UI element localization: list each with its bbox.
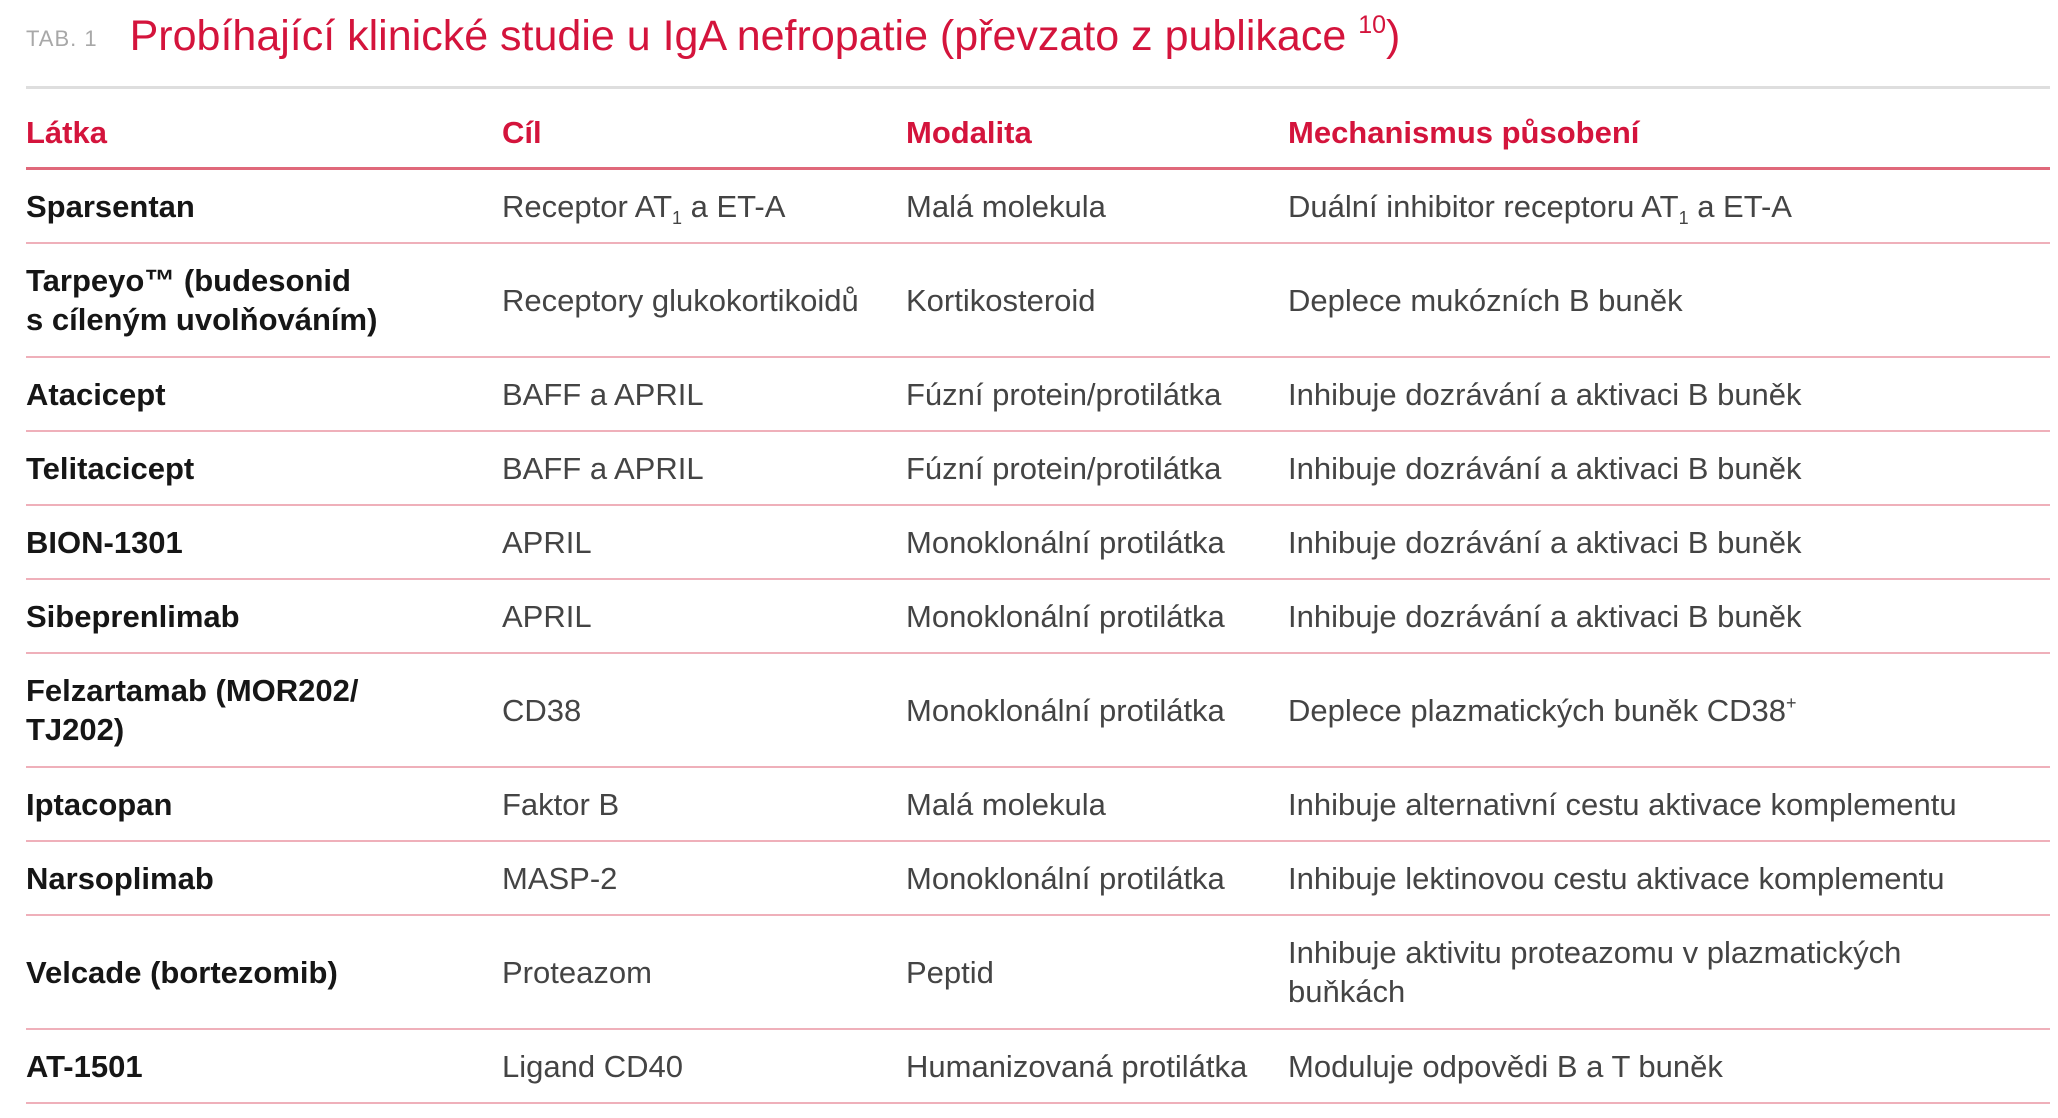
cell-cil (502, 1029, 906, 1103)
cell-latka (26, 841, 502, 915)
cell-modalita-text: Monoklonální protilátka (906, 860, 1225, 896)
cell-mechanismus-text: Inhibuje lektinovou cestu aktivace komplementu (1288, 860, 1945, 896)
studies-table (26, 98, 2050, 1104)
cell-modalita-text: Kortikosteroid (906, 282, 1096, 318)
table-row (26, 505, 2050, 579)
cell-cil-text: APRIL (502, 524, 592, 560)
reference-number: 10 (1358, 11, 1387, 39)
cell-cil-text (502, 187, 906, 226)
cell-cil-text: APRIL (502, 598, 592, 634)
latka-line-1: Tarpeyo™ (budesonid (26, 263, 351, 298)
cell-latka-text (26, 261, 502, 339)
cell-latka (26, 579, 502, 653)
table-row (26, 915, 2050, 1029)
cell-mechanismus-text (1288, 933, 2050, 1011)
cell-cil (502, 579, 906, 653)
cell-mechanismus-text: Inhibuje dozrávání a aktivaci B buněk (1288, 376, 1802, 412)
cell-mechanismus (1288, 357, 2050, 431)
cell-mechanismus-text (1288, 691, 2050, 730)
cell-latka (26, 169, 502, 244)
cell-latka-text: BION-1301 (26, 524, 183, 560)
cell-mechanismus (1288, 169, 2050, 244)
cell-mechanismus (1288, 1029, 2050, 1103)
cell-mechanismus-text: Inhibuje dozrávání a aktivaci B buněk (1288, 598, 1802, 634)
cell-cil-text: MASP-2 (502, 860, 618, 896)
cell-cil (502, 841, 906, 915)
cell-mechanismus-text: Inhibuje dozrávání a aktivaci B buněk (1288, 450, 1802, 486)
mech-line-1: Inhibuje aktivitu proteazomu v plazmatických (1288, 935, 1902, 970)
cell-mechanismus (1288, 431, 2050, 505)
cell-modalita-text: Fúzní protein/protilátka (906, 376, 1222, 412)
cell-mechanismus (1288, 767, 2050, 841)
cell-latka-text: Sparsentan (26, 188, 195, 224)
cell-modalita (906, 841, 1288, 915)
cell-latka (26, 357, 502, 431)
cell-modalita (906, 653, 1288, 767)
caption-divider (26, 86, 2050, 89)
cell-mechanismus-text: Inhibuje alternativní cestu aktivace komplementu (1288, 786, 1957, 822)
table-number: TAB. 1 (26, 26, 98, 51)
table-row (26, 169, 2050, 244)
cell-mechanismus-text: Deplece mukózních B buněk (1288, 282, 1683, 318)
cell-cil-text: BAFF a APRIL (502, 376, 704, 412)
cell-mechanismus (1288, 243, 2050, 357)
table-caption (26, 0, 2050, 60)
cell-latka (26, 505, 502, 579)
cell-cil (502, 243, 906, 357)
cell-modalita-text: Peptid (906, 954, 994, 990)
cell-latka-text: Narsoplimab (26, 860, 214, 896)
latka-line-2: TJ202) (26, 712, 125, 747)
cell-modalita-text: Fúzní protein/protilátka (906, 450, 1222, 486)
cell-mechanismus (1288, 915, 2050, 1029)
column-header-cil: Cíl (502, 98, 906, 169)
cell-cil (502, 505, 906, 579)
mech-superscript: + (1785, 692, 1797, 713)
cil-text-post: a ET-A (682, 188, 786, 224)
column-header-modalita: Modalita (906, 98, 1288, 169)
table-row (26, 579, 2050, 653)
cell-modalita-text: Malá molekula (906, 786, 1106, 822)
table-title (129, 11, 1401, 60)
table-row (26, 1029, 2050, 1103)
cell-latka-text: Atacicept (26, 376, 166, 412)
cell-modalita (906, 579, 1288, 653)
cil-text-pre: Receptor AT (502, 188, 673, 224)
cell-modalita (906, 431, 1288, 505)
cell-latka-text: Telitacicept (26, 450, 195, 486)
cil-subscript: 1 (672, 207, 683, 228)
cell-modalita-text: Monoklonální protilátka (906, 524, 1225, 560)
cell-cil (502, 653, 906, 767)
cell-latka-text: Velcade (bortezomib) (26, 954, 338, 990)
table-title-text: Probíhající klinické studie u IgA nefropatie (převzato z publikace (129, 12, 1347, 60)
cell-modalita (906, 357, 1288, 431)
cell-cil-text: Faktor B (502, 786, 620, 822)
latka-line-1: Felzartamab (MOR202/ (26, 673, 359, 708)
mech-text-pre: Duální inhibitor receptoru AT (1288, 188, 1679, 224)
cell-mechanismus-text: Inhibuje dozrávání a aktivaci B buněk (1288, 524, 1802, 560)
cell-latka (26, 767, 502, 841)
cell-mechanismus (1288, 653, 2050, 767)
cell-latka-text: AT-1501 (26, 1048, 143, 1084)
table-row (26, 431, 2050, 505)
cell-modalita (906, 767, 1288, 841)
cell-cil (502, 357, 906, 431)
cell-latka (26, 1029, 502, 1103)
cell-latka (26, 653, 502, 767)
table-row (26, 841, 2050, 915)
table-row (26, 243, 2050, 357)
latka-line-2: s cíleným uvolňováním) (26, 302, 378, 337)
cell-mechanismus (1288, 505, 2050, 579)
cell-cil (502, 915, 906, 1029)
cell-modalita (906, 505, 1288, 579)
cell-latka-text: Iptacopan (26, 786, 173, 822)
cell-modalita (906, 169, 1288, 244)
document-page (26, 0, 2050, 1084)
cell-mechanismus (1288, 579, 2050, 653)
cell-cil (502, 169, 906, 244)
cell-latka (26, 431, 502, 505)
cell-modalita-text: Monoklonální protilátka (906, 598, 1225, 634)
cell-mechanismus-text: Moduluje odpovědi B a T buněk (1288, 1048, 1723, 1084)
table-row (26, 653, 2050, 767)
column-header-mechanismus: Mechanismus působení (1288, 98, 2050, 169)
cell-cil-text: Receptory glukokortikoidů (502, 282, 859, 318)
cell-cil-text: BAFF a APRIL (502, 450, 704, 486)
cell-modalita-text: Malá molekula (906, 188, 1106, 224)
mech-subscript: 1 (1678, 207, 1689, 228)
cell-cil-text: Ligand CD40 (502, 1048, 683, 1084)
cell-latka (26, 915, 502, 1029)
cell-cil (502, 767, 906, 841)
cell-latka (26, 243, 502, 357)
cell-latka-text: Sibeprenlimab (26, 598, 240, 634)
table-row (26, 767, 2050, 841)
cell-modalita (906, 243, 1288, 357)
mech-text-post: a ET-A (1688, 188, 1792, 224)
table-row (26, 357, 2050, 431)
cell-mechanismus-text (1288, 187, 2050, 226)
table-header-row (26, 98, 2050, 169)
cell-cil-text: CD38 (502, 692, 582, 728)
cell-modalita (906, 915, 1288, 1029)
cell-cil (502, 431, 906, 505)
cell-modalita (906, 1029, 1288, 1103)
cell-modalita-text: Monoklonální protilátka (906, 692, 1225, 728)
mech-line-2: buňkách (1288, 974, 1406, 1009)
cell-cil-text: Proteazom (502, 954, 652, 990)
cell-latka-text (26, 671, 502, 749)
cell-mechanismus (1288, 841, 2050, 915)
table-title-close: ) (1386, 12, 1401, 60)
column-header-latka: Látka (26, 98, 502, 169)
cell-modalita-text: Humanizovaná protilátka (906, 1048, 1248, 1084)
mech-text-pre: Deplece plazmatických buněk CD38 (1288, 692, 1786, 728)
